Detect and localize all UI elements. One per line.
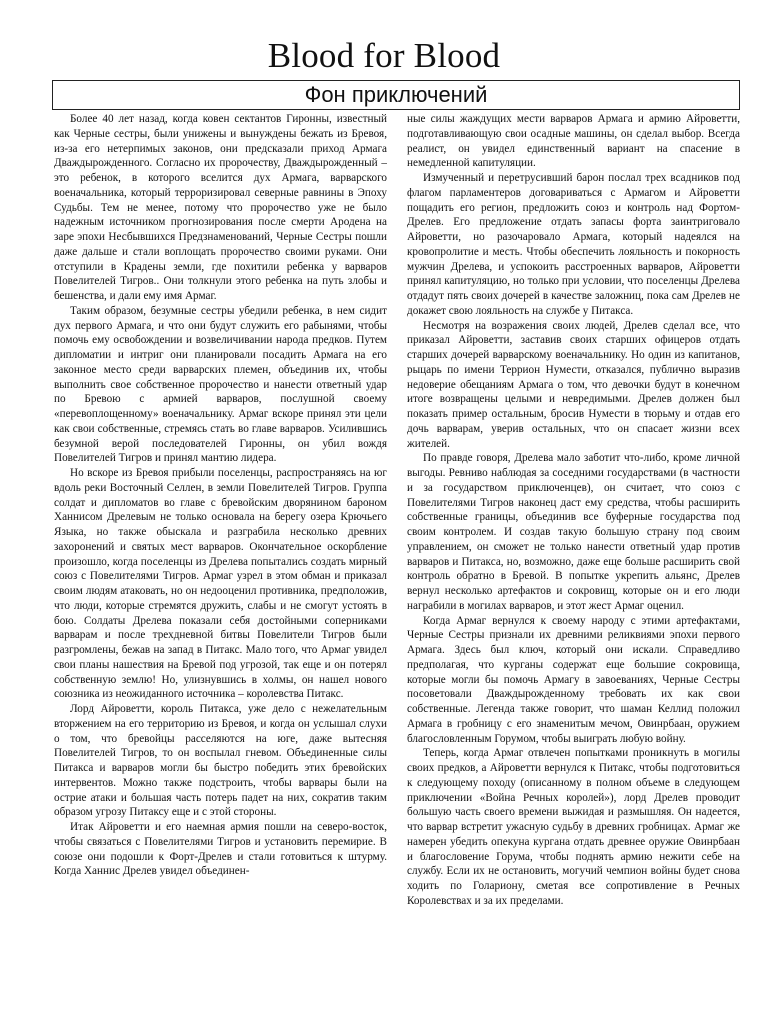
paragraph: Лорд Айроветти, король Питакса, уже дело с нежелательным вторжением на его территорию из Бревоя, и когда он услышал слухи о том, что бревойцы расселяются на юге, даже вытесняя Повелителей Тигров, то он воспылал гневом. Объединенные силы Питакса и варваров могли бы быстро победить этих бревойских интервентов. Можно также подстроить, чтобы варвары были на острие атаки и большая часть потерь падет на них, сократив таким образом угрозу Питаксу еще и с этой стороны. [54, 703, 387, 819]
paragraph: Но вскоре из Бревоя прибыли поселенцы, распространяясь на юг вдоль реки Восточный Селлен, в земли Повелителей Тигров. Группа солдат и дипломатов во главе с бревойским дворянином бароном Ханнисом Дрелевым не только основала на берегу озера Крючьего Языка, но также обыскала и разграбила несколько древних захоронений и святых мест варваров. Окончательное оскорбление произошло, когда поселенцы из Дрелева попытались создать мирный союз с Повелителями Тигров. Армаг узрел в этом обман и приказал своим людям атаковать, но он недооценил противника, предположив, что люди, которые стремятся дружить, слабы и не смогут устоять в бою. Солдаты Дрелева показали себя достойными соперниками варварам и после трехдневной битвы Повелители Тигров были разгромлены, бежав на запад в Питакс. Мало того, что Армаг увидел свои планы нашествия на Бревой под угрозой, так еще и он потерял собственную землю! Но, улизнувшись в холмы, он нашел нового союзника из неожиданного источника – королевства Питакс. [54, 467, 387, 701]
section-title: Фон приключений [52, 80, 740, 110]
paragraph: По правде говоря, Дрелева мало заботит что-либо, кроме личной выгоды. Ревниво наблюдая за соседними государствами (в частности и за государством приключенцев), он считает, что союз с Повелителями Тигров наконец даст ему средства, чтобы расширить собственные границы, объединив все буферные государства под своим контролем. И создав такую большую страну под своим управлением, он сможет не только нанести ответный удар против варваров и Питакса, но, возможно, даже еще больше расширить свой контроль обратно в Бревой. В попытке укрепить альянс, Дрелев вернул несколько артефактов и сокровищ, которые он и его люди награбили в могилах варваров, и этот жест Армаг оценил. [407, 452, 740, 612]
paragraph: Таким образом, безумные сестры убедили ребенка, в нем сидит дух первого Армага, и что они будут служить его рабынями, чтобы помочь ему освобождении и возвеличивании народа предков. Путем дипломатии и интриг они планировали посадить Армага на его законное место среди варварских племен, объединив их, чтобы выполнить свое собственное пророчество и нанести ответный удар по Бревою с армией варваров, послушной своему «перевоплощенному» военачальнику. Армаг вскоре принял эти цели как свои собственные, стремясь стать во главе варваров. Усилившись безумной верой последователей Гиронны, он убил вождя Повелителей Тигров и принял мантию лидера. [54, 304, 387, 465]
page-title: Blood for Blood [267, 36, 501, 75]
left-column [54, 112, 387, 1018]
paragraph: ные силы жаждущих мести варваров Армага и армию Айроветти, подготавливающую свои осадные машины, он сделал выбор. Всегда реалист, он увидел единственный вариант на спасение в немедленной капитуляции. [407, 113, 740, 170]
paragraph: Более 40 лет назад, когда ковен сектантов Гиронны, известный как Черные сестры, были унижены и вынуждены бежать из Бревоя, из-за его нетерпимых законов, они предсказали приход Армага Дваждырожденного. Согласно их пророчеству, Дваждырожденный – это ребенок, в которого вселится дух Армага, варварского военачальника, который терроризировал северные равнины в Эпоху Судьбы. Тем не менее, потому что пророчество уже не было надежным источником прогнозирования после смерти Ародена на заре эпохи Несбывшихся Предзнаменований, Черные Сестры пошли даже дальше и стали воплощать пророчество своими руками. Они отступили в Крадены земли, где похитили ребенка у варваров Повелителей Тигров.. Они толкнули этого ребенка на путь злобы и бешенства, и дали ему имя Армаг. [54, 113, 387, 302]
paragraph: Итак Айроветти и его наемная армия пошли на северо-восток, чтобы связаться с Повелителями Тигров и установить перемирие. В союзе они подошли к Форт-Дрелев и стали готовиться к штурму. Когда Ханнис Дрелев увидел объединен- [54, 821, 387, 878]
paragraph: Теперь, когда Армаг отвлечен попытками проникнуть в могилы своих предков, а Айроветти вернулся к Питакс, чтобы подготовиться к следующему походу (описанному в полном объеме в следующем приключении «Война Речных королей»), лорд Дрелев проводит большую часть своего времени выжидая и размышляя. Он надеется, что варвар встретит ужасную судьбу в древних гробницах. Армаг же намерен убедить опекуна кургана отдать древнее оружие Овинрбаан и благословение Горума, чтобы поднять армию нежити себе на службу. Если их не остановить, могучий чемпион войны будет снова ходить по Голариону, сметая все сопротивление в Речных Королевствах и за их пределами. [407, 747, 740, 907]
paragraph: Несмотря на возражения своих людей, Дрелев сделал все, что приказал Айроветти, заставив своих старших офицеров отдать старших дочерей варварскому военачальнику. Но один из капитанов, рыцарь по имени Террион Нумести, отказался, публично выразив недоверие обещаниям Армага о том, что девочки будут в конечном итоге возвращены целыми и невредимыми. Дрелев должен был показать пример остальным, бросив Нумести в тюрьму и отдав его дочь варварам, уверив остальных, что он спасает жизни всех жителей. [407, 319, 740, 450]
paragraph: Когда Армаг вернулся к своему народу с этими артефактами, Черные Сестры признали их древними реликвиями эпохи первого Армага. Здесь был ключ, который они искали. Справедливо предполагая, что курганы содержат еще большие сокровища, которые могли бы помочь Армагу в завоеваниях, Черные Сестры посоветовали Дваждырожденному требовать их как свои собственные. Легенда также говорит, что шаман Келлид положил Армага в гробницу с его знаменитым мечом, Овинрбаан, оружием благословленным Горумом, чтобы выиграть любую войну. [407, 614, 740, 745]
right-column [407, 112, 740, 1018]
text-columns [54, 112, 740, 1018]
paragraph: Измученный и перетрусивший барон послал трех всадников под флагом парламентеров договариваться с Армагом и Айроветти пощадить его регион, предложить союз и контроль над Фортом-Дрелев. Его предложение отдать запасы форта заинтриговало Айроветти, но разочаровало Армага, который надеялся на кровопролитие и месть. Чтобы обеспечить лояльность и покорность мужчин Дрелева, и успокоить расстроенных варваров, Айроветти принял капитуляцию, но только при условии, что поселенцы Дрелева отдадут пять своих дочерей в качестве заложниц, пока сам Дрелев не докажет свою лояльность на службе у Питакса. [407, 172, 740, 317]
